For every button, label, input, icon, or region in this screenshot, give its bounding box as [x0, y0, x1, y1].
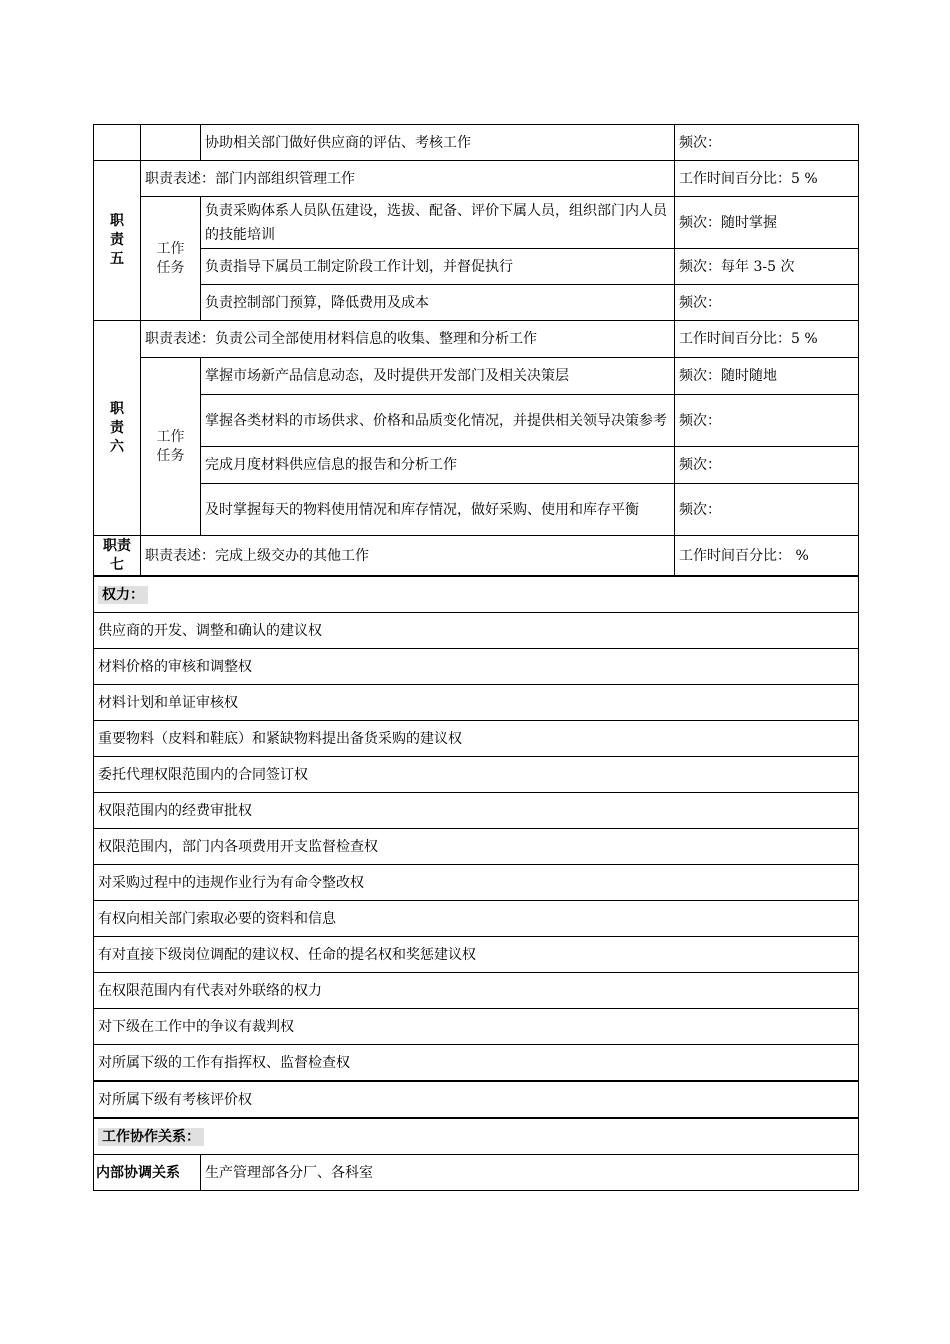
- table-row: [94, 321, 859, 358]
- authority-item: 供应商的开发、调整和确认的建议权: [94, 613, 859, 649]
- authority-item: 权限范围内的经费审批权: [94, 793, 859, 829]
- duties-table: [93, 124, 859, 576]
- task-frequency: 频次：: [675, 395, 859, 447]
- authority-item: 委托代理权限范围内的合同签订权: [94, 757, 859, 793]
- table-row: [94, 484, 859, 536]
- table-row: [94, 358, 859, 395]
- task-text: 负责控制部门预算，降低费用及成本: [201, 285, 675, 321]
- table-row: [94, 937, 859, 973]
- table-row: [94, 1118, 859, 1155]
- task-text: 负责采购体系人员队伍建设，选拔、配备、评价下属人员，组织部门内人员的技能培训: [201, 197, 675, 249]
- authority-item: 对所属下级的工作有指挥权、监督检查权: [94, 1045, 859, 1082]
- table-row: [94, 577, 859, 613]
- table-row: [94, 649, 859, 685]
- empty-cell: [141, 125, 201, 161]
- task-label: 工作 任务: [141, 197, 201, 321]
- authority-header: [94, 577, 859, 613]
- duty-label-7: 职责 七: [94, 536, 141, 576]
- authority-item: 有对直接下级岗位调配的建议权、任命的提名权和奖惩建议权: [94, 937, 859, 973]
- table-row: [94, 161, 859, 197]
- authority-item: 有权向相关部门索取必要的资料和信息: [94, 901, 859, 937]
- authority-table: [93, 576, 859, 1191]
- task-text: 负责指导下属员工制定阶段工作计划，并督促执行: [201, 249, 675, 285]
- table-row: [94, 1081, 859, 1118]
- table-row: [94, 829, 859, 865]
- table-row: [94, 125, 859, 161]
- collab-header-label: 工作协作关系：: [98, 1128, 204, 1146]
- authority-item: 对所属下级有考核评价权: [94, 1081, 859, 1118]
- time-percentage: 工作时间百分比：5 %: [675, 161, 859, 197]
- authority-item: 重要物料（皮料和鞋底）和紧缺物料提出备货采购的建议权: [94, 721, 859, 757]
- task-label: 工作 任务: [141, 358, 201, 536]
- task-frequency: 频次：随时掌握: [675, 197, 859, 249]
- authority-header-label: 权力：: [98, 586, 148, 604]
- duty-description: 职责表述：负责公司全部使用材料信息的收集、整理和分析工作: [141, 321, 675, 358]
- authority-item: 对下级在工作中的争议有裁判权: [94, 1009, 859, 1045]
- table-row: [94, 536, 859, 576]
- table-row: [94, 901, 859, 937]
- task-text: 及时掌握每天的物料使用情况和库存情况，做好采购、使用和库存平衡: [201, 484, 675, 536]
- authority-item: 权限范围内，部门内各项费用开支监督检查权: [94, 829, 859, 865]
- authority-item: 材料计划和单证审核权: [94, 685, 859, 721]
- task-frequency: 频次：: [675, 285, 859, 321]
- internal-relation-value: 生产管理部各分厂、各科室: [201, 1155, 859, 1191]
- duty-label-5: 职 责 五: [94, 161, 141, 321]
- task-text: 协助相关部门做好供应商的评估、考核工作: [201, 125, 675, 161]
- table-row: [94, 685, 859, 721]
- table-row: [94, 973, 859, 1009]
- table-row: [94, 1009, 859, 1045]
- table-row: [94, 285, 859, 321]
- table-row: [94, 721, 859, 757]
- authority-item: 对采购过程中的违规作业行为有命令整改权: [94, 865, 859, 901]
- time-percentage: 工作时间百分比： %: [675, 536, 859, 576]
- table-row: [94, 395, 859, 447]
- duty-description: 职责表述：部门内部组织管理工作: [141, 161, 675, 197]
- time-percentage: 工作时间百分比：5 %: [675, 321, 859, 358]
- task-text: 掌握市场新产品信息动态，及时提供开发部门及相关决策层: [201, 358, 675, 395]
- authority-item: 材料价格的审核和调整权: [94, 649, 859, 685]
- collab-header: [94, 1118, 859, 1155]
- task-text: 完成月度材料供应信息的报告和分析工作: [201, 447, 675, 484]
- empty-cell: [94, 125, 141, 161]
- table-row: [94, 757, 859, 793]
- table-row: [94, 865, 859, 901]
- table-row: [94, 793, 859, 829]
- task-frequency: 频次：: [675, 125, 859, 161]
- authority-item: 在权限范围内有代表对外联络的权力: [94, 973, 859, 1009]
- task-frequency: 频次：每年 3-5 次: [675, 249, 859, 285]
- task-frequency: 频次：: [675, 447, 859, 484]
- task-frequency: 频次：: [675, 484, 859, 536]
- table-row: [94, 249, 859, 285]
- table-row: [94, 1155, 859, 1191]
- table-row: [94, 1045, 859, 1082]
- task-text: 掌握各类材料的市场供求、价格和品质变化情况，并提供相关领导决策参考: [201, 395, 675, 447]
- task-frequency: 频次：随时随地: [675, 358, 859, 395]
- table-row: [94, 613, 859, 649]
- duty-description: 职责表述：完成上级交办的其他工作: [141, 536, 675, 576]
- table-row: [94, 447, 859, 484]
- internal-relation-label: 内部协调关系: [94, 1155, 201, 1191]
- table-row: [94, 197, 859, 249]
- duty-label-6: 职 责 六: [94, 321, 141, 536]
